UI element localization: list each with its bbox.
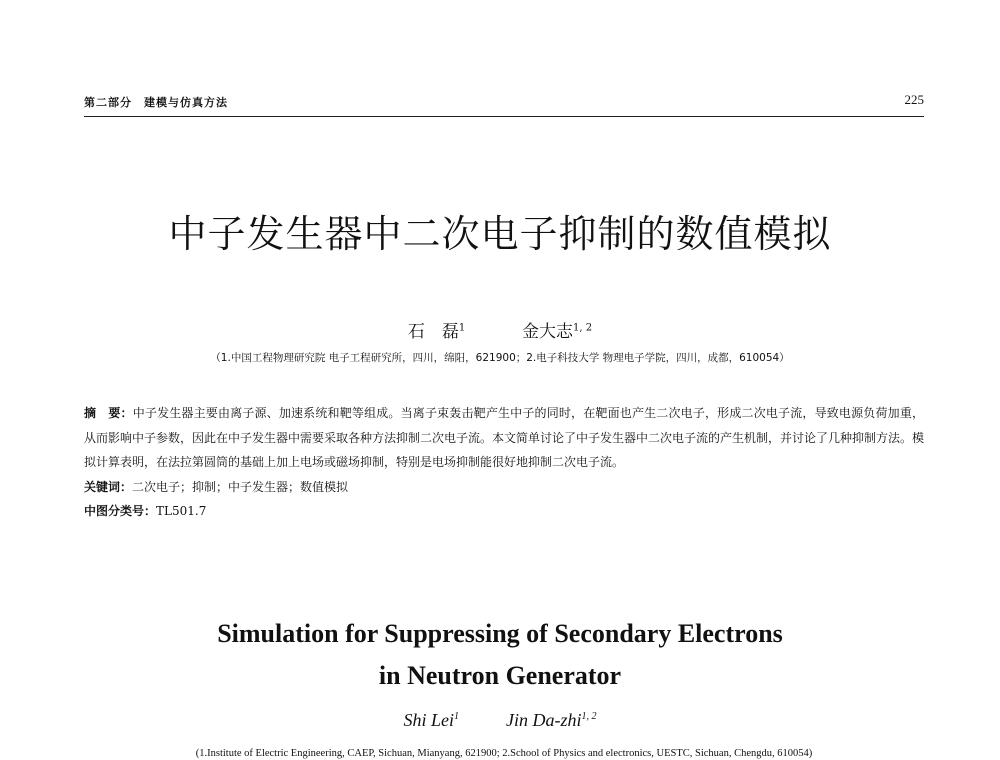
classification-line bbox=[84, 499, 924, 524]
author-name: Jin Da-zhi bbox=[506, 710, 582, 730]
author-name: Shi Lei bbox=[403, 710, 454, 730]
author-affiliation-mark: 1, 2 bbox=[581, 711, 597, 722]
author-name: 石 磊 bbox=[407, 322, 459, 342]
classification-label: 中图分类号： bbox=[84, 504, 157, 518]
affiliation-chinese: （1.中国工程物理研究院 电子工程研究所，四川，绵阳，621900；2.电子科技大学 物理电子学院，四川，成都，610054） bbox=[210, 352, 790, 364]
authors-chinese bbox=[0, 317, 1000, 342]
paper-title-english bbox=[0, 613, 1000, 697]
abstract-section bbox=[84, 401, 924, 524]
author-affiliation-mark: 1, 2 bbox=[573, 322, 593, 334]
author-affiliation-mark: 1 bbox=[458, 322, 466, 334]
abstract-text: 中子发生器主要由离子源、加速系统和靶等组成。当离子束轰击靶产生中子的同时，在靶面也产生二次电子，形成二次电子流，导致电源负荷加重，从而影响中子参数，因此在中子发生器中需要采取各种方法抑制二次电子流。本文简单讨论了中子发生器中二次电子流的产生机制，并讨论了几种抑制方法。模拟计算表明，在法拉第圆筒的基础上加上电场或磁场抑制，特别是电场抑制能很好地抑制二次电子流。 bbox=[84, 406, 925, 469]
affiliation-english: (1.Institute of Electric Engineering, CAEP, Sichuan, Mianyang, 621900; 2.School of Physics and electronics, UESTC, Sichuan, Chengdu, 610054) bbox=[195, 748, 813, 759]
paper-title-chinese: 中子发生器中二次电子抑制的数值模拟 bbox=[168, 212, 832, 256]
author-affiliation-mark: 1 bbox=[454, 711, 459, 722]
keywords-line bbox=[84, 475, 924, 500]
keywords-text: 二次电子；抑制；中子发生器；数值模拟 bbox=[132, 479, 349, 494]
keywords-label: 关键词： bbox=[84, 479, 133, 494]
section-name: 第二部分 建模与仿真方法 bbox=[84, 96, 228, 109]
running-header bbox=[84, 92, 924, 117]
page-number: 225 bbox=[904, 92, 924, 107]
classification-code: TL501.7 bbox=[156, 504, 207, 518]
abstract-paragraph bbox=[84, 401, 924, 475]
authors-english bbox=[0, 710, 1000, 731]
author-name: 金大志 bbox=[522, 322, 574, 342]
title-english-line-1: Simulation for Suppressing of Secondary Electrons bbox=[217, 619, 783, 648]
title-english-line-2: in Neutron Generator bbox=[378, 661, 622, 690]
abstract-label: 摘 要： bbox=[84, 406, 133, 420]
